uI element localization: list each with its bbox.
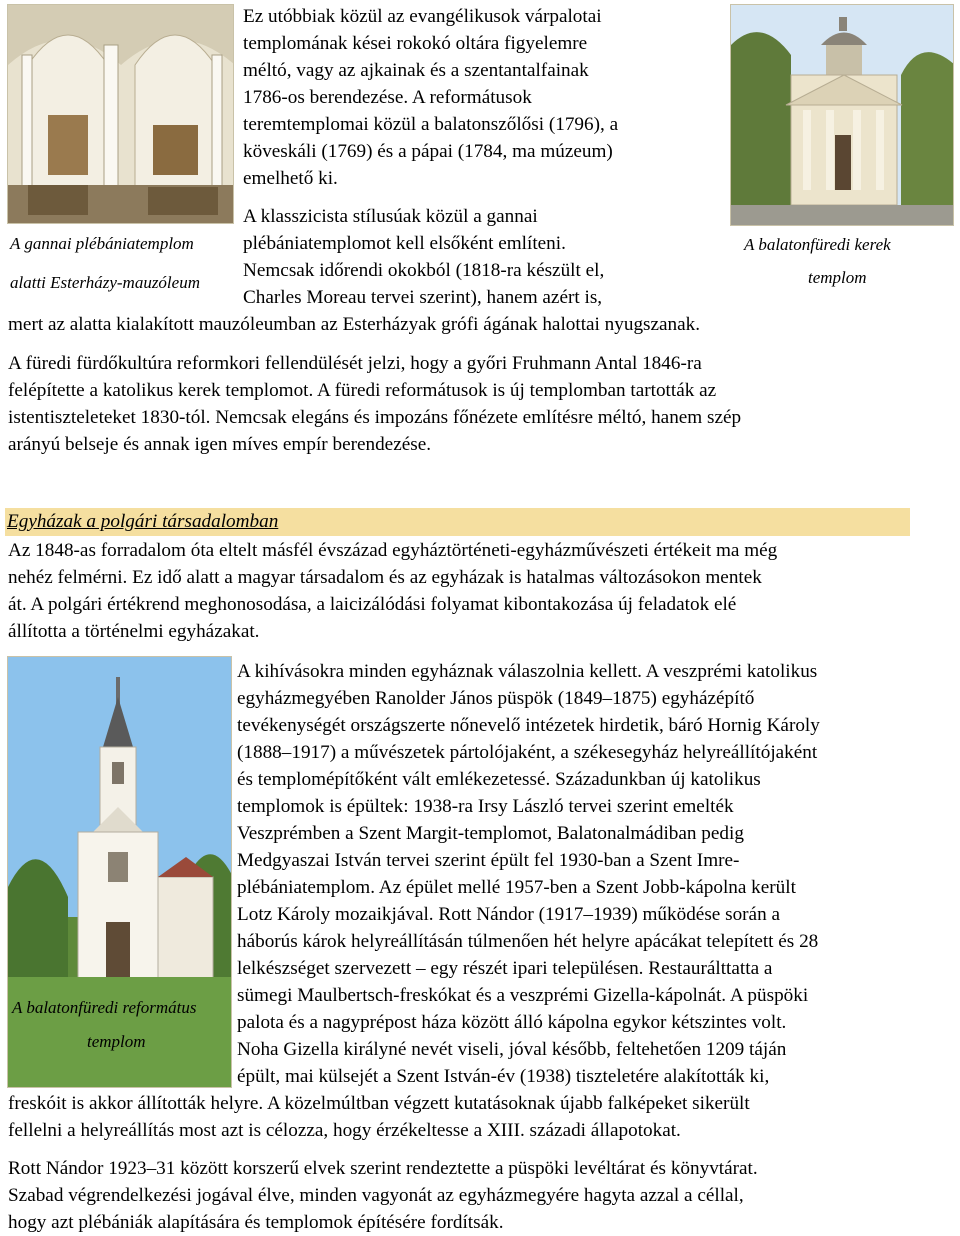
section-heading [5, 508, 910, 536]
text-line: A füredi fürdőkultúra reformkori fellendülését jelzi, hogy a győri Fruhmann Antal 1846-ra [8, 353, 702, 374]
round-church-illustration [731, 5, 954, 226]
text-line: templomok is épültek: 1938-ra Irsy László tervei szerint emelték [237, 796, 734, 817]
final-paragraph [8, 1155, 758, 1236]
text-line: plébániatemplomot kell elsőként említeni. [243, 233, 566, 254]
text-line: freskóit is akkor állították helyre. A közelmúltban végzett kutatásoknak újabb falképeket sikerült [8, 1093, 750, 1114]
text-line: A kihívásokra minden egyháznak válaszolnia kellett. A veszprémi katolikus [237, 661, 818, 682]
caption-kerek-line-1: A balatonfüredi kerek [744, 235, 891, 254]
text-line: állította a történelmi egyházakat. [8, 621, 260, 642]
text-line: Medgyaszai István tervei szerint épült fel 1930-ban a Szent Imre- [237, 850, 740, 871]
text-line: arányú belseje és annak igen míves empír berendezése. [8, 434, 432, 455]
side-paragraph [237, 658, 820, 1090]
text-line: és templomépítőként vált emlékezetessé. Századunkban új katolikus [237, 769, 761, 790]
text-line: teremtemplomai közül a balatonszőlősi (1796), a [243, 114, 619, 135]
text-line: tevékenységét országszerte nőnevelő intézetek hirdetik, báró Hornig Károly [237, 715, 820, 736]
text-line: Az 1848-as forradalom óta eltelt másfél évszázad egyháztörténeti-egyházművészeti értékeit ma még [8, 540, 778, 561]
text-line: felépítette a katolikus kerek templomot. A füredi reformátusok is új templomban tartották az [8, 380, 717, 401]
section-heading-text: Egyházak a polgári társadalomban [7, 511, 279, 532]
text-line: át. A polgári értékrend meghonosodása, a laicizálódási folyamat kibontakozása új feladatok elé [8, 594, 737, 615]
text-line: istentiszteleteket 1830-tól. Nemcsak elegáns és impozáns főnézete említésre méltó, hanem szép [8, 407, 742, 428]
text-line: háborús károk helyreállításán túlmenően hét helyre apácákat telepített és 28 [237, 931, 819, 952]
text-line: palota és a nagyprépost háza között álló kápolna egykor kétszintes volt. [237, 1012, 787, 1033]
text-line: Rott Nándor 1923–31 között korszerű elvek szerint rendeztette a püspöki levéltárat és könyvtárat. [8, 1158, 758, 1179]
reformed-church-photo [7, 656, 232, 1088]
fured-paragraph [8, 350, 741, 458]
continuation-paragraph [8, 1090, 750, 1144]
top-paragraph [243, 3, 733, 192]
text-line: köveskáli (1769) és a pápai (1784, ma múzeum) [243, 141, 613, 162]
text-line: Lotz Károly mozaikjával. Rott Nándor (1917–1939) működése során a [237, 904, 780, 925]
text-line: mert az alatta kialakított mauzóleumban az Esterházyak grófi ágának halottai nyugszanak. [8, 314, 701, 335]
text-line: lelkészséget szervezett – egy részét ipari településen. Restaurálttatta a [237, 958, 773, 979]
text-line: fellelni a helyreállítás most azt is célozza, hogy érzékeltesse a XIII. századi állapotokat. [8, 1120, 681, 1141]
caption-gannai-line-2: alatti Esterházy-mauzóleum [10, 273, 200, 292]
text-line: emelhető ki. [243, 168, 338, 189]
caption-gannai-line-1: A gannai plébániatemplom [10, 234, 194, 253]
text-line: Noha Gizella királyné nevét viseli, jóval később, feltehetően 1209 táján [237, 1039, 787, 1060]
text-line: hogy azt plébániák alapítására és templomok építésére fordítsák. [8, 1212, 504, 1233]
text-line: sümegi Maulbertsch-freskókat és a veszprémi Gizella-kápolnát. A püspöki [237, 985, 809, 1006]
text-line: (1888–1917) a művészetek pártolójaként, a székesegyház helyreállítójaként [237, 742, 818, 763]
klasszicista-paragraph [243, 203, 733, 311]
caption-reformatus-line-2: templom [87, 1032, 146, 1051]
text-line: Nemcsak időrendi okokból (1818-ra készült el, [243, 260, 605, 281]
text-line: Charles Moreau tervei szerint), hanem azért is, [243, 287, 603, 308]
text-line: Veszprémben a Szent Margit-templomot, Balatonalmádiban pedig [237, 823, 744, 844]
text-line: egyházmegyében Ranolder János püspök (1849–1875) egyházépítő [237, 688, 755, 709]
text-line: templomának kései rokokó oltára figyelemre [243, 33, 588, 54]
text-line: épült, mai külsejét a Szent István-év (1938) tiszteletére alakították ki, [237, 1066, 770, 1087]
text-line: Szabad végrendelkezési jogával élve, minden vagyonát az egyházmegyére hagyta azzal a céllal, [8, 1185, 744, 1206]
text-line: A klasszicista stílusúak közül a gannai [243, 206, 538, 227]
intro-paragraph [8, 537, 777, 645]
church-interior-photo [7, 4, 234, 224]
caption-reformatus-line-1: A balatonfüredi református [12, 998, 197, 1017]
text-line: plébániatemplom. Az épület mellé 1957-ben a Szent Jobb-kápolna került [237, 877, 796, 898]
reformed-church-illustration [8, 657, 232, 1088]
text-line: méltó, vagy az ajkainak és a szentantalfainak [243, 60, 589, 81]
text-line: nehéz felmérni. Ez idő alatt a magyar társadalom és az egyházak is hatalmas változásokon mentek [8, 567, 762, 588]
text-line: Ez utóbbiak közül az evangélikusok várpalotai [243, 6, 602, 27]
round-church-photo [730, 4, 954, 226]
interior-illustration [8, 5, 234, 224]
text-line: 1786-os berendezése. A reformátusok [243, 87, 532, 108]
caption-kerek-line-2: templom [808, 268, 867, 287]
